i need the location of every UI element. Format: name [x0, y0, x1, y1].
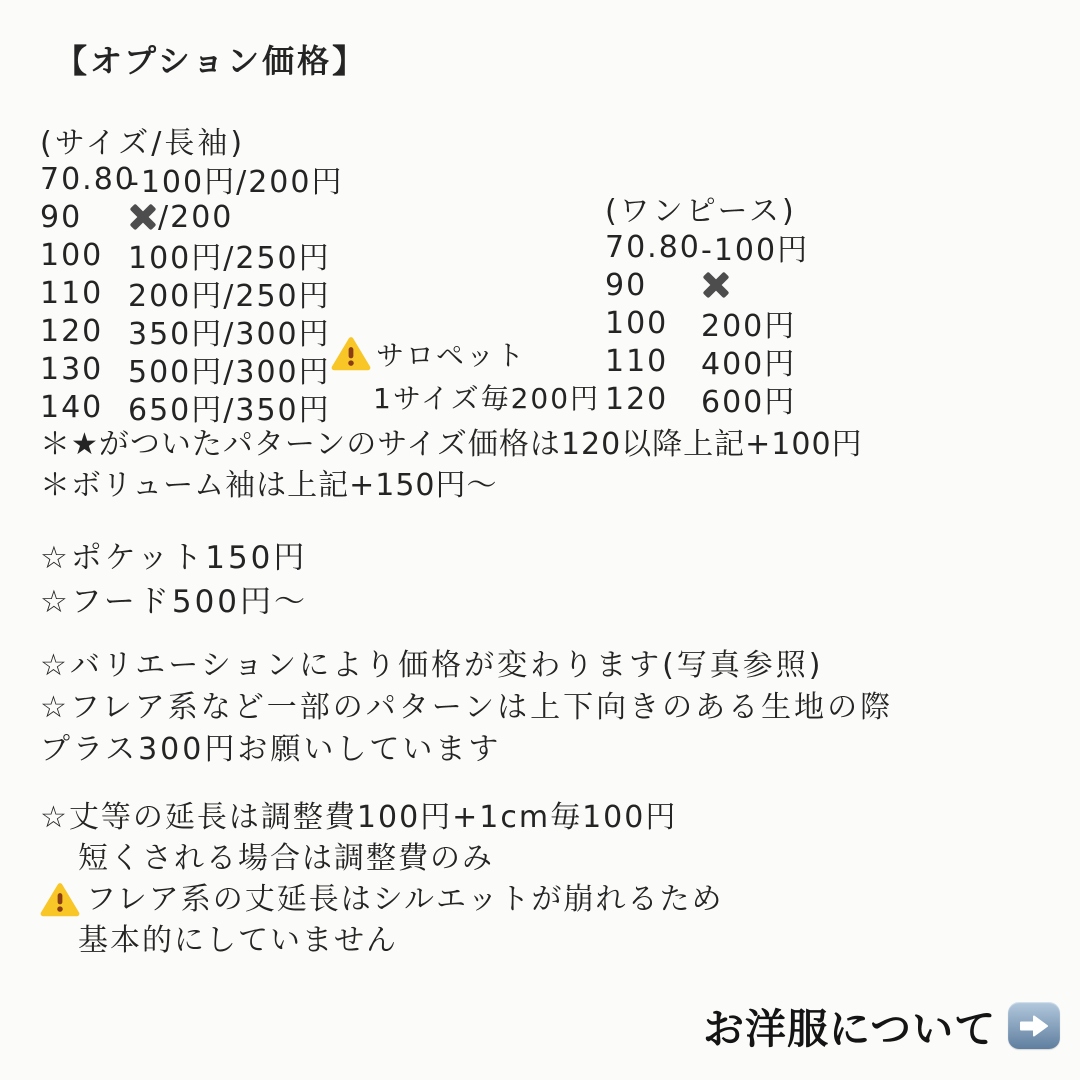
onepiece-header: (ワンピース): [605, 194, 797, 229]
salopette-note: [331, 334, 600, 417]
size-longsleeve-header: (サイズ/長袖): [40, 126, 246, 161]
variation-note-2: ☆フレア系など一部のパターンは上下向きのある生地の際: [40, 690, 894, 725]
x-mark-icon: [701, 270, 731, 300]
size-cell: 120: [605, 381, 669, 417]
footer-caption: [703, 996, 1060, 1055]
size-cell: 110: [40, 275, 104, 311]
right-arrow-icon: [1008, 1002, 1060, 1049]
table-row: [605, 342, 809, 380]
price-cell: 350円/300円: [128, 317, 331, 352]
option-list: [40, 536, 308, 624]
flare-length-warning: フレア系の丈延長はシルエットが崩れるため: [86, 882, 724, 917]
price-cell: 100円/250円: [128, 241, 331, 276]
onepiece-table: [605, 188, 809, 418]
star-pattern-note: ＊★がついたパターンのサイズ価格は120以降上記+100円: [40, 427, 863, 462]
flare-length-warning-2: 基本的にしていません: [78, 923, 398, 958]
table-row: [40, 198, 343, 236]
volume-sleeve-note: ＊ボリューム袖は上記+150円〜: [40, 468, 498, 503]
size-cell: 120: [40, 313, 104, 349]
table-row: [40, 274, 343, 312]
hood-option: ☆フード500円〜: [40, 584, 309, 620]
table-row: [605, 380, 809, 418]
pattern-price-notes: [40, 424, 863, 506]
salopette-note-line2: 1サイズ毎200円: [373, 382, 601, 415]
warning-icon: [40, 881, 80, 919]
size-cell: 90: [605, 267, 648, 303]
table-row: [605, 266, 809, 304]
price-cell: 600円: [701, 385, 797, 420]
table-row: [40, 350, 343, 388]
price-cell: -100円/200円: [128, 165, 344, 200]
price-cell: -100円: [701, 233, 810, 268]
x-mark-icon: [128, 202, 158, 232]
table-row: [40, 312, 343, 350]
table-row: [605, 304, 809, 342]
price-cell: 400円: [701, 347, 797, 382]
size-cell: 130: [40, 351, 104, 387]
table-row: [40, 388, 343, 426]
length-note-2: 短くされる場合は調整費のみ: [78, 841, 494, 876]
page-title: 【オプション価格】: [55, 42, 368, 80]
table-row: [40, 160, 343, 198]
size-cell: 70.80: [605, 229, 701, 265]
table-row: [40, 236, 343, 274]
size-cell: 110: [605, 343, 669, 379]
table-row: [605, 228, 809, 266]
size-longsleeve-table: [40, 120, 343, 426]
variation-notes: [40, 645, 893, 771]
price-cell: 500円/300円: [128, 355, 331, 390]
length-note-1: ☆丈等の延長は調整費100円+1cm毎100円: [40, 800, 678, 835]
variation-note-1: ☆バリエーションにより価格が変わります(写真参照): [40, 648, 824, 683]
size-cell: 70.80: [40, 161, 136, 197]
price-cell: /200: [158, 199, 234, 235]
price-cell: 200円: [701, 309, 797, 344]
variation-note-3: プラス300円お願いしています: [40, 732, 502, 767]
footer-label: お洋服について: [703, 1005, 997, 1053]
price-cell: 200円/250円: [128, 279, 331, 314]
pocket-option: ☆ポケット150円: [40, 540, 308, 576]
size-cell: 90: [40, 199, 83, 235]
warning-icon: [331, 335, 371, 373]
length-adjustment-notes: [40, 797, 723, 961]
price-cell: 650円/350円: [128, 393, 331, 428]
size-cell: 140: [40, 389, 104, 425]
size-cell: 100: [40, 237, 104, 273]
black-star-icon: ★: [71, 427, 99, 462]
salopette-note-line1: サロペット: [376, 339, 527, 372]
size-cell: 100: [605, 305, 669, 341]
